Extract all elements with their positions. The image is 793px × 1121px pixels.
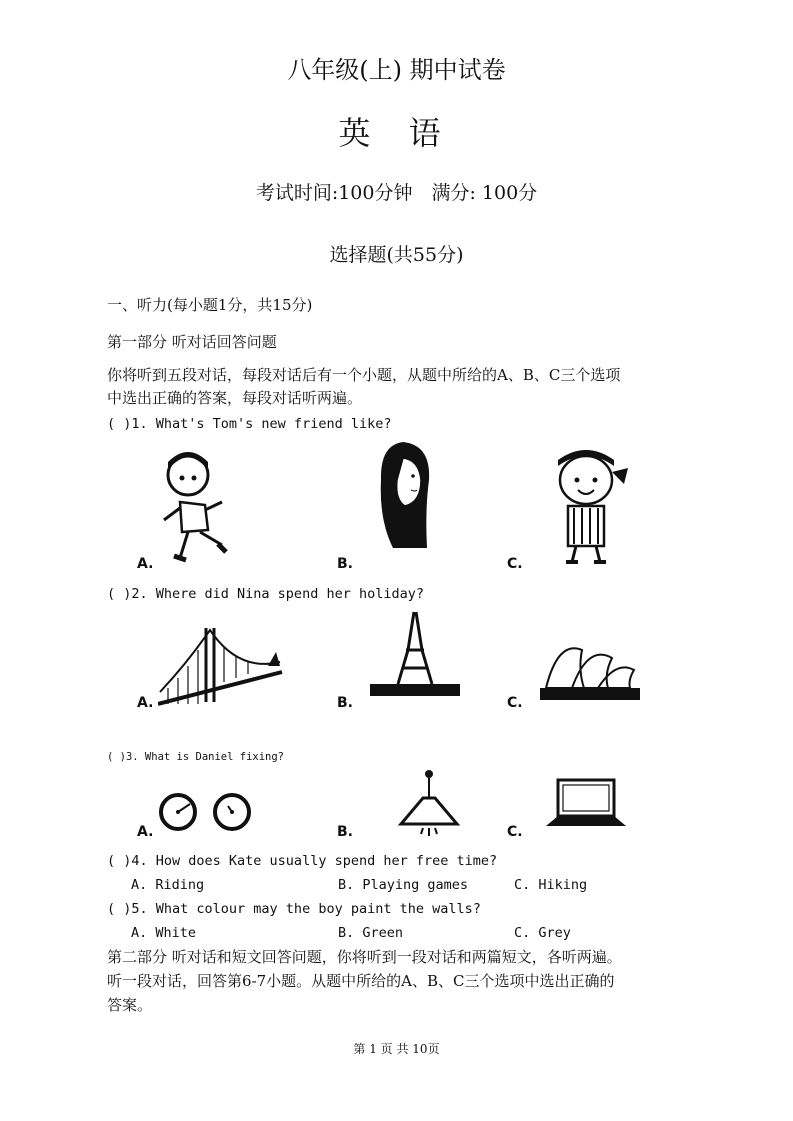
- q5-option-c: C. Grey: [514, 925, 571, 941]
- part2-line3: 答案。: [107, 996, 153, 1014]
- bicycle-wheels-image: [158, 790, 253, 835]
- part2-line1: 第二部分 听对话和短文回答问题，你将听到一段对话和两篇短文，各听两遍。: [107, 948, 622, 966]
- q1-option-b: B.: [337, 556, 353, 572]
- running-girl-image: [150, 450, 240, 565]
- q3-option-a: A.: [137, 824, 154, 840]
- page-footer: 第 1 页 共 10页: [353, 1042, 440, 1056]
- question-3: ( )3. What is Daniel fixing?: [107, 751, 285, 763]
- subject-title: 英 语: [338, 114, 455, 152]
- question-2: ( )2. Where did Nina spend her holiday?: [107, 586, 424, 602]
- part1-instruction-line1: 你将听到五段对话，每段对话后有一个小题，从题中所给的A、B、C三个选项: [107, 366, 621, 384]
- q2-option-b: B.: [337, 695, 353, 711]
- part2-line2: 听一段对话，回答第6-7小题。从题中所给的A、B、C三个选项中选出正确的: [107, 972, 615, 990]
- exam-title: 八年级(上) 期中试卷: [287, 56, 506, 84]
- listening-heading: 一、听力(每小题1分，共15分): [107, 296, 313, 314]
- laptop-image: [542, 778, 628, 830]
- golden-gate-bridge-image: [158, 622, 283, 712]
- q4-option-b: B. Playing games: [338, 877, 469, 893]
- q5-option-b: B. Green: [338, 925, 404, 941]
- q3-option-b: B.: [337, 824, 353, 840]
- question-4: ( )4. How does Kate usually spend her free time?: [107, 853, 498, 869]
- q1-option-c: C.: [507, 556, 523, 572]
- q2-option-c: C.: [507, 695, 523, 711]
- q4-option-c: C. Hiking: [514, 877, 588, 893]
- q1-option-a: A.: [137, 556, 154, 572]
- q2-option-a: A.: [137, 695, 154, 711]
- q4-option-a: A. Riding: [131, 877, 205, 893]
- section-title: 选择题(共55分): [329, 244, 464, 266]
- eiffel-tower-image: [368, 610, 463, 700]
- question-5: ( )5. What colour may the boy paint the walls?: [107, 901, 481, 917]
- q5-option-a: A. White: [131, 925, 197, 941]
- sydney-opera-house-image: [538, 630, 643, 705]
- part1-title: 第一部分 听对话回答问题: [107, 333, 277, 351]
- long-hair-girl-image: [375, 440, 435, 555]
- part1-instruction-line2: 中选出正确的答案，每段对话听两遍。: [107, 389, 363, 407]
- exam-info: 考试时间:100分钟 满分: 100分: [255, 182, 538, 204]
- question-1: ( )1. What's Tom's new friend like?: [107, 416, 392, 432]
- q3-option-c: C.: [507, 824, 523, 840]
- girl-with-headband-image: [540, 450, 635, 568]
- ceiling-lamp-image: [393, 768, 465, 838]
